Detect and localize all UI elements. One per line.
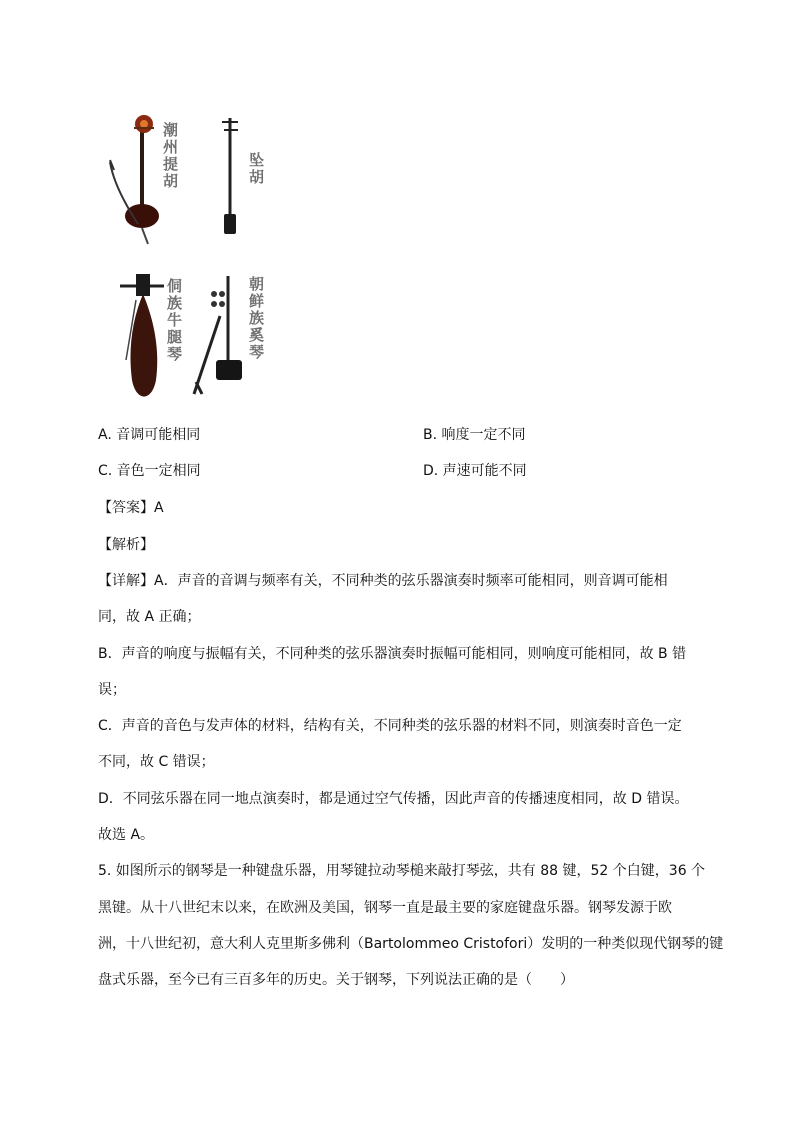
dong-niutuiqin-image bbox=[114, 270, 170, 405]
detail-line: D．不同弦乐器在同一地点演奏时，都是通过空气传播，因此声音的传播速度相同，故 D 错误。 bbox=[98, 791, 689, 807]
question5-line: 洲，十八世纪初，意大利人克里斯多佛利（Bartolommeo Cristofori）发明的一种类似现代钢琴的键 bbox=[98, 936, 724, 952]
label-chaozhou-tihu: 潮州提胡 bbox=[161, 122, 179, 190]
answer-line: 【答案】A bbox=[98, 500, 164, 516]
option-c: C. 音色一定相同 bbox=[98, 463, 201, 479]
question5-line: 盘式乐器，至今已有三百多年的历史。关于钢琴，下列说法正确的是（ ） bbox=[98, 972, 574, 988]
detail-line: 不同，故 C 错误； bbox=[98, 754, 215, 770]
zhuihu-image bbox=[216, 114, 246, 239]
detail-line: 同，故 A 正确； bbox=[98, 609, 201, 625]
label-zhuihu: 坠胡 bbox=[247, 152, 265, 186]
option-d: D. 声速可能不同 bbox=[423, 463, 527, 479]
korean-haegeum-image bbox=[188, 272, 248, 400]
analysis-heading: 【解析】 bbox=[98, 537, 154, 553]
question5-line: 黑键。从十八世纪末以来，在欧洲及美国，钢琴一直是最主要的家庭键盘乐器。钢琴发源于欧 bbox=[98, 900, 672, 916]
detail-line: B．声音的响度与振幅有关，不同种类的弦乐器演奏时振幅可能相同，则响度可能相同，故 B 错 bbox=[98, 646, 687, 662]
detail-line: 【详解】A．声音的音调与频率有关，不同种类的弦乐器演奏时频率可能相同，则音调可能相 bbox=[98, 573, 668, 589]
detail-line: 故选 A。 bbox=[98, 827, 155, 843]
chaozhou-tihu-image bbox=[104, 112, 164, 247]
question5-line: 5. 如图所示的钢琴是一种键盘乐器，用琴键拉动琴槌来敲打琴弦，共有 88 键，52 个白键，36 个 bbox=[98, 863, 706, 879]
option-a: A. 音调可能相同 bbox=[98, 427, 201, 443]
label-korean-haegeum: 朝鲜族奚琴 bbox=[247, 276, 265, 361]
instrument-figure bbox=[100, 108, 280, 408]
detail-line: C．声音的音色与发声体的材料，结构有关，不同种类的弦乐器的材料不同，则演奏时音色一定 bbox=[98, 718, 682, 734]
label-dong-niutuiqin: 侗族牛腿琴 bbox=[165, 278, 183, 363]
detail-line: 误； bbox=[98, 682, 126, 698]
option-b: B. 响度一定不同 bbox=[423, 427, 526, 443]
